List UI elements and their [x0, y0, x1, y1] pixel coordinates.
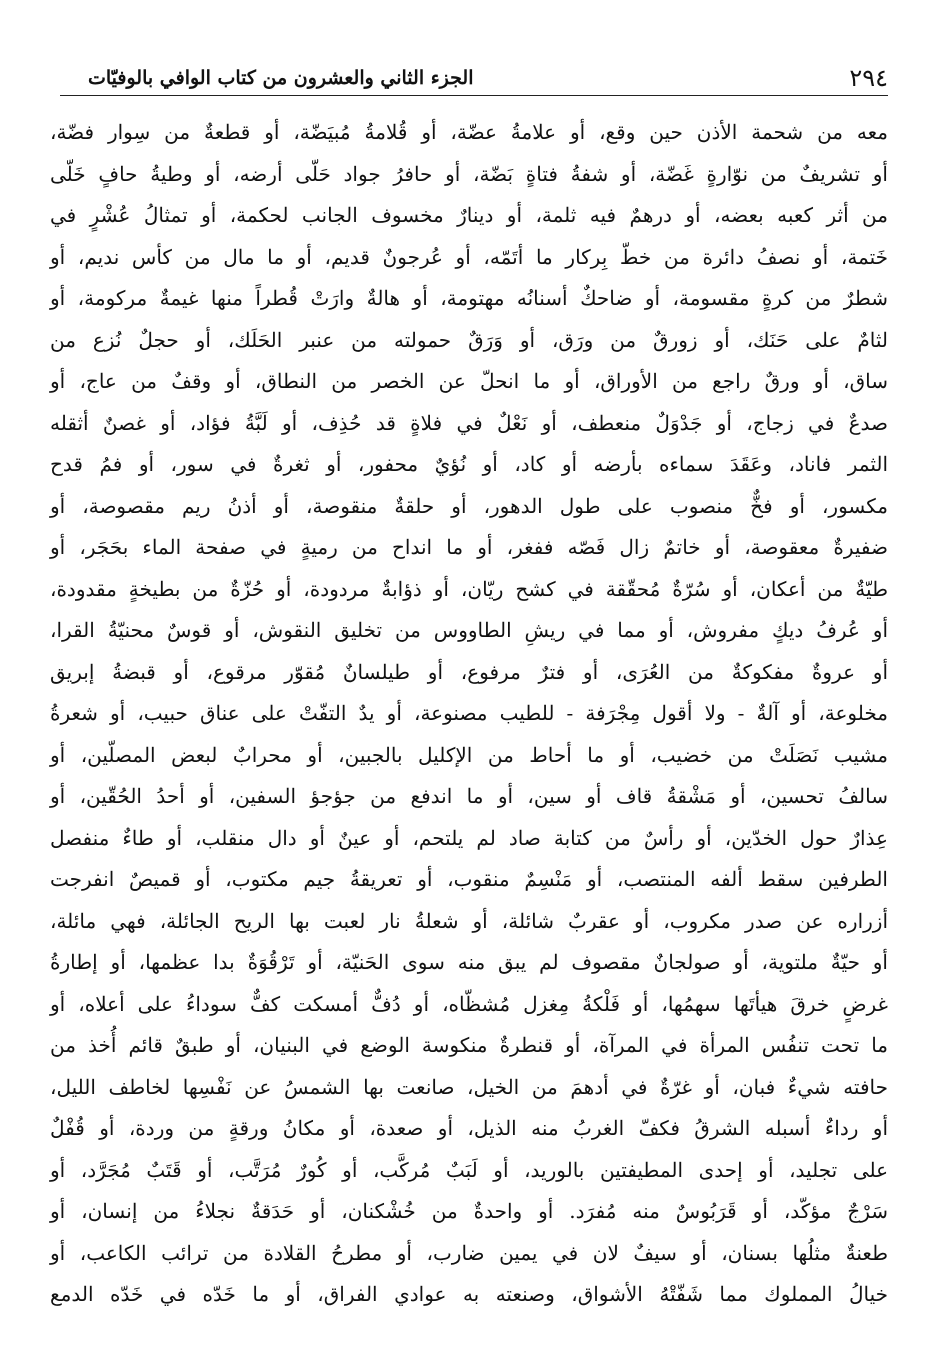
- text-line: سَرْجٌ مؤكّد، أو قَرَبُوسٌ منه مُفرَد. أو واحدةٌ من خُشْكنان، أو حَدَقةٌ نجلاءُ من إنسان، أو: [50, 1199, 888, 1223]
- page-number: ٢٩٤: [849, 64, 888, 92]
- text-line: لثامٌ على حَنَك، أو زورقٌ من ورَق، أو وَرَقٌ حمولته من عنبر الحَلَك، أو حجلٌ نُزع من: [50, 327, 888, 352]
- text-line: خيالُ المملوك مما شَفّتْهُ الأشواق، وصنعته به عوادي الفراق، أو ما خَدّه في خَدّه الدمع: [50, 1282, 888, 1306]
- text-line: ضفيرةٌ معقوصة، أو خاتمٌ زال فَصّه ففغر، أو ما انداح من رميةٍ في صفحة الماء بحَجَر، أو: [50, 535, 888, 559]
- running-title: الجزء الثاني والعشرون من كتاب الوافي بالوفيّات: [88, 67, 474, 89]
- text-line: خَتمة، أو نصفُ دائرة من خطّ بِركار ما أتَمّه، أو عُرجونٌ قديم، أو ما مال من كأس نديم، أو: [50, 244, 888, 269]
- text-line: صدعٌ في زجاج، أو جَدْوَلٌ منعطف، أو نَعْلٌ في فلاةٍ قد حُذِف، أو لَبَّةُ فؤاد، أو غصنٌ أثقله: [50, 410, 888, 435]
- text-line: ساق، أو ورقٌ راجع من الأوراق، أو ما انحلّ عن الخصر من النطاق، أو وقفٌ من عاج، أو: [50, 369, 888, 393]
- text-line: شطرٌ من كرةٍ مقسومة، أو ضاحكٌ أسنانُه مهتومة، أو هالةٌ وارَتْ قُطراً منها غيمةٌ مركومة، أو: [50, 286, 888, 310]
- text-line: مكسور، أو فخٌّ منصوب على طول الدهور، أو حلقةٌ منقوصة، أو أذنُ ريم مقصوصة، أو: [50, 493, 888, 518]
- text-line: معه من شحمة الأذن حين وقع، أو علامةُ عضّة، أو قُلامةُ مُبيَضّة، أو قطعةٌ من سِوار فضّة،: [50, 120, 888, 144]
- text-line: سالفُ تحسين، أو مَشْقةُ قاف أو سين، أو ما اندفع من جؤجؤ السفين، أو أحدُ الحُقّين، أو: [50, 784, 888, 808]
- text-line: الثمر فاناد، وعَقَدَ سماءه بأرضه أو كاد، أو نُؤيٌ محفور، أو ثغرةٌ في سور، أو فمُ قدح: [50, 452, 888, 476]
- text-line: ما تحت تنفُس المرأة في المرآة، أو قنطرةٌ منكوسة الوضع في البنيان، أو طبقٌ قائم أُخذ من: [50, 1033, 888, 1057]
- text-line: أو عُرفُ ديكٍ مفروش، أو مما في ريشِ الطاووس من تخليق النقوش، أو قوسٌ محنيّةُ القرا،: [50, 618, 888, 642]
- text-line: الطرفين سقط ألفه المنتصب، أو مَنْسِمٌ منقوب، أو تعريقةُ جيم مكتوب، أو قميصٌ انفرجت: [50, 867, 888, 891]
- text-line: أو حيّةٌ ملتوية، أو صولجانٌ مقصوف لم يبق منه سوى الحَنيّة، أو تَرْقُوَةٌ بدا عظمها، أو إطارةُ: [50, 950, 888, 974]
- text-line: مشيب نَصَلَتْ من خضيب، أو ما أحاط من الإكليل بالجبين، أو محرابٌ لبعض المصلّين، أو: [50, 742, 888, 767]
- text-line: عِذارٌ حول الخدّين، أو رأسٌ من كتابة صاد لم يلتحم، أو عينٌ أو دال منقلب، أو طاءٌ منفصل: [50, 825, 888, 850]
- text-line: من أثر كعبه بعضه، أو درهمٌ فيه ثلمة، أو دينارٌ مخسوف الجانب لحكمة، أو تمثالُ عُشْرٍ في: [50, 203, 888, 227]
- text-line: على تجليد، أو إحدى المطيفتين بالوريد، أو لَبَبٌ مُركَّب، أو كُورٌ مُرَتَّب، أو قَتَبٌ مُجَرَّد، أو: [50, 1157, 888, 1182]
- text-line: أو تشريفٌ من نوّارةٍ غَضّة، أو شفةُ فتاةٍ بَضّة، أو حافرُ جواد حَلّى أرضه، أو وطيةُ حافٍ خَلّى: [50, 161, 888, 186]
- text-line: طيّةٌ من أعكان، أو سُرّةٌ مُحقّقة في كشح ريّان، أو ذؤابةٌ مردودة، أو حُزّةٌ من بطيخةٍ مقدودة،: [50, 576, 888, 601]
- text-line: طعنةٌ مثلُها بسنان، أو سيفٌ لان في يمين ضارب، أو مطرحُ القلادة من ترائب الكاعب، أو: [50, 1240, 888, 1265]
- text-line: غرضٍ خرقَ هيأتَها سهمُها، أو فَلْكةُ مِغزل مُشظّاه، أو دُفٌّ أمسكت كفٌّ سوداءُ على أعلاه، أو: [50, 991, 888, 1016]
- text-line: أو رداءٌ أسبله الشرقُ فكفّ الغربُ منه الذيل، أو صعدة، أو مكانُ ورقةٍ من وردة، أو قُفْلٌ: [50, 1116, 888, 1140]
- text-line: أزراره عن صدر مكروب، أو عقربٌ شائلة، أو شعلةُ نار لعبت بها الريح الجائلة، فهي مائلة،: [50, 908, 888, 933]
- text-line: حافته شيءٌ فبان، أو غرّةٌ في أدهمَ من الخيل، صانعت بها الشمسُ عن نَفْسِها لخاطف الليل،: [50, 1074, 888, 1099]
- text-line: أو عروةٌ مفكوكةٌ من العُرَى، أو فترٌ مرفوع، أو طيلسانٌ مُقوّر مرقوع، أو قبضةُ إبريق: [50, 659, 888, 684]
- body-text: [50, 112, 888, 1316]
- header-rule: [60, 95, 888, 96]
- text-line: مخلوعة، أو آلةٌ - ولا أقول مِجْرَفة - للطيب مصنوعة، أو يدٌ التفّتْ على عناق حبيب، أو شعرةُ: [50, 701, 888, 725]
- page-header: [88, 58, 888, 92]
